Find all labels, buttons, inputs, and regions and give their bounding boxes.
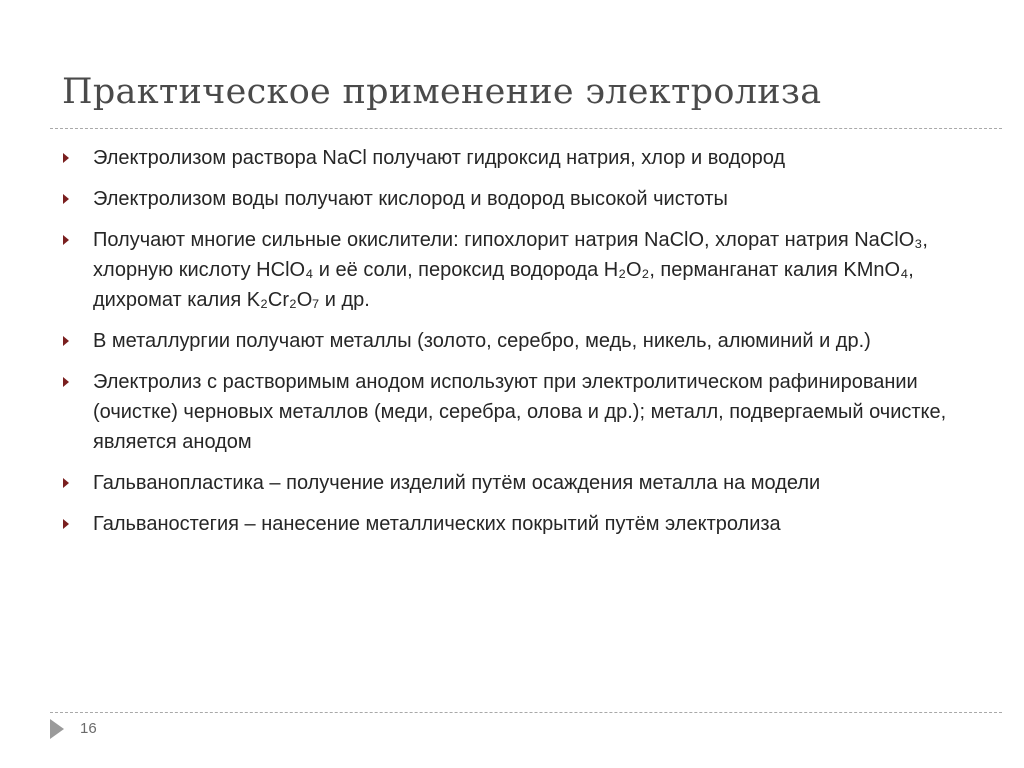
slide-title: Практическое применение электролиза <box>62 72 822 112</box>
triangle-right-icon <box>63 235 69 245</box>
triangle-right-icon <box>63 153 69 163</box>
list-item <box>0 225 963 315</box>
list-item <box>0 468 963 498</box>
triangle-right-icon <box>63 377 69 387</box>
title-divider <box>50 128 1002 129</box>
list-item <box>0 143 963 173</box>
bullet-text: Электролизом раствора NaCl получают гидроксид натрия, хлор и водород <box>93 147 786 169</box>
bullet-text: Гальваностегия – нанесение металлических покрытий путём электролиза <box>93 513 781 535</box>
bullet-list <box>0 143 1024 550</box>
triangle-right-icon <box>63 519 69 529</box>
triangle-right-icon <box>63 478 69 488</box>
bullet-text: Электролизом воды получают кислород и водород высокой чистоты <box>93 188 728 210</box>
page-number: 16 <box>80 720 97 737</box>
footer-divider <box>50 712 1002 713</box>
list-item <box>0 367 963 457</box>
bullet-text: Гальванопластика – получение изделий путём осаждения металла на модели <box>93 472 821 494</box>
play-arrow-icon <box>50 719 64 739</box>
list-item <box>0 326 963 356</box>
list-item <box>0 184 963 214</box>
bullet-text: В металлургии получают металлы (золото, серебро, медь, никель, алюминий и др.) <box>93 330 871 352</box>
list-item <box>0 509 963 539</box>
triangle-right-icon <box>63 336 69 346</box>
bullet-text: Получают многие сильные окислители: гипохлорит натрия NaClO, хлорат натрия NaClO₃, хлорную кислоту HClO₄ и её соли, пероксид водорода H₂O₂, перманганат калия KMnO₄, дихромат калия K₂Cr₂O₇ и др. <box>93 229 928 311</box>
triangle-right-icon <box>63 194 69 204</box>
bullet-text: Электролиз с растворимым анодом используют при электролитическом рафинировании (очистке) черновых металлов (меди, серебра, олова и др.); металл, подвергаемый очистке, является анодом <box>93 371 947 453</box>
